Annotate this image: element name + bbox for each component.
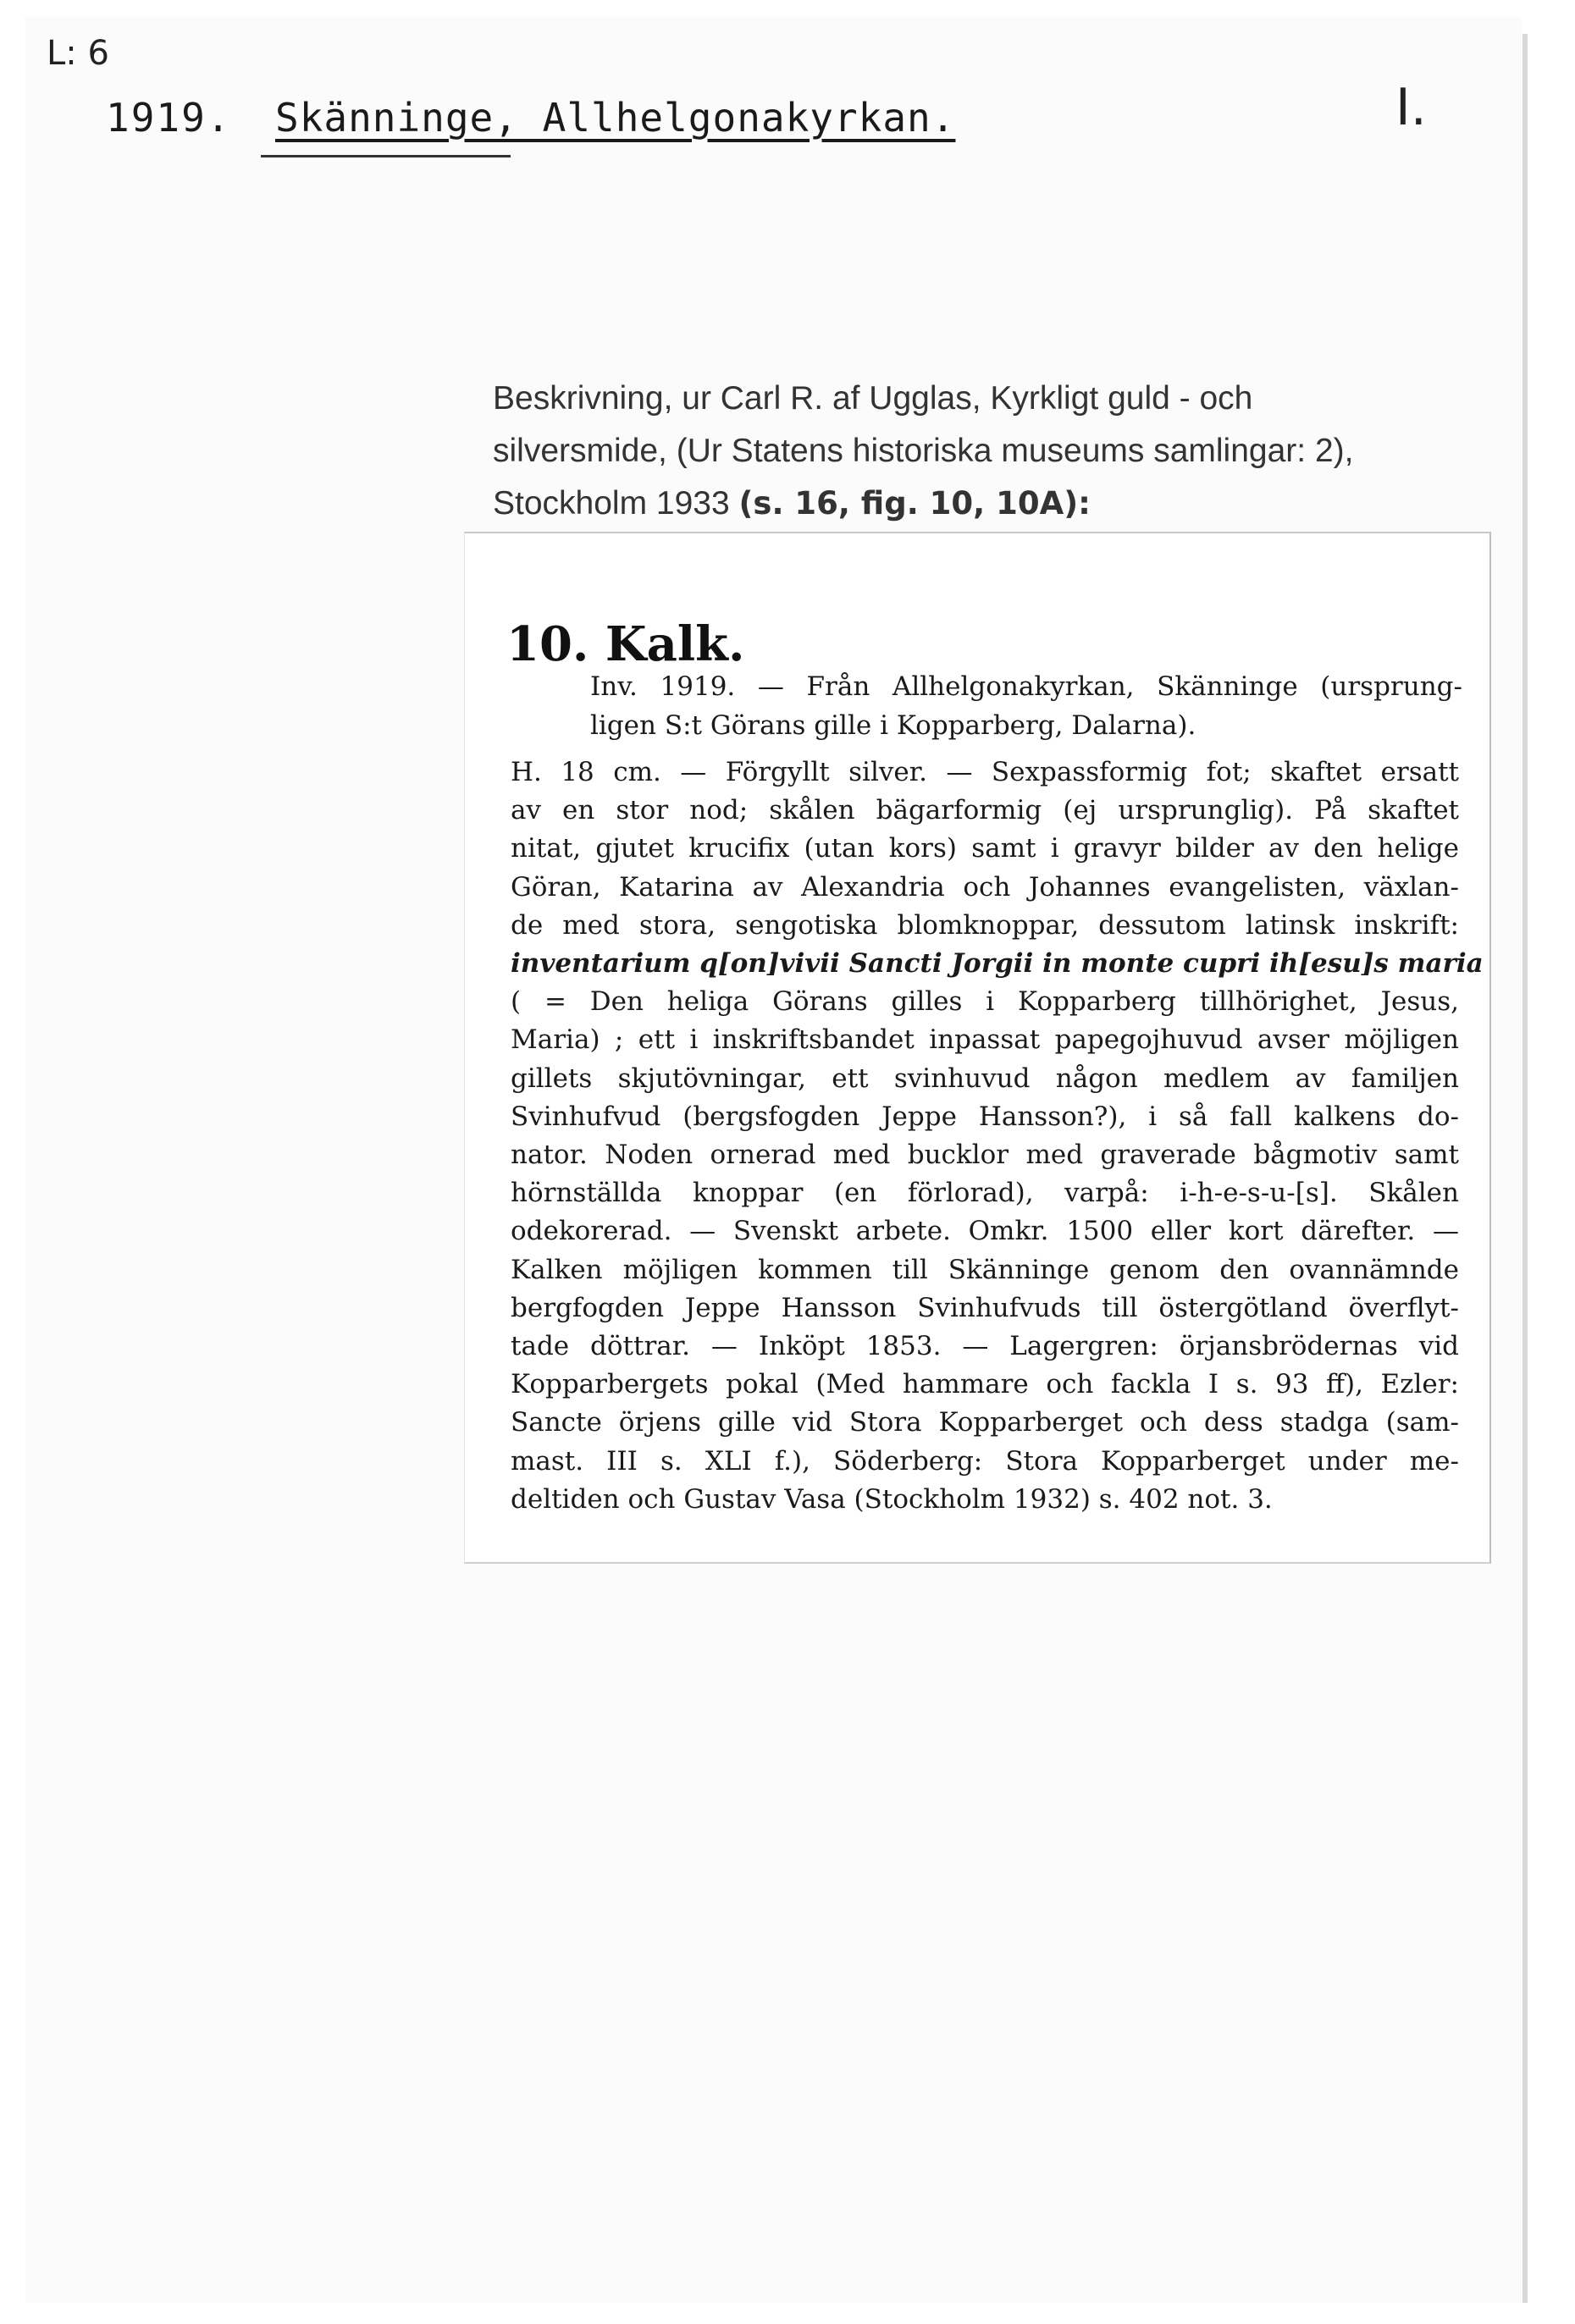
handwritten-reference: L: 6 [47,34,109,73]
body-line: bergfogden Jeppe Hansson Svinhufvuds till östergötland överflyt- [511,1292,1459,1323]
body-line: de med stora, sengotiska blomknoppar, dessutom latinsk inskrift: [511,909,1459,941]
card-edge [1522,34,1528,2303]
body-line: ( = Den heliga Görans gilles i Kopparberg tillhörighet, Jesus, [511,986,1459,1018]
body-line: H. 18 cm. — Förgyllt silver. — Sexpassformig fot; skaftet ersatt [511,757,1459,787]
source-citation [493,373,1458,530]
body-line: gillets skjutövningar, ett svinhuvud någon medlem av familjen [511,1063,1459,1094]
source-line-2: silversmide, (Ur Statens historiska museums samlingar: 2), [493,433,1354,469]
inventory-line-1: Inv. 1919. — Från Allhelgonakyrkan, Skänninge (ursprung- [590,671,1462,702]
body-line: Göran, Katarina av Alexandria och Johannes evangelisten, växlan- [511,871,1459,903]
body-line: Sancte örjens gille vid Stora Kopparberget och dess stadga (sam- [511,1407,1459,1438]
body-line: tade döttrar. — Inköpt 1853. — Lagergren: örjansbrödernas vid [511,1331,1459,1362]
body-line: Maria) ; ett i inskriftsbandet inpassat papegojhuvud avser möjligen [511,1024,1459,1056]
inventory-line-2: ligen S:t Görans gille i Kopparberg, Dalarna). [590,710,1196,741]
body-line: deltiden och Gustav Vasa (Stockholm 1932) s. 402 not. 3. [511,1483,1273,1515]
body-line: Kalken möjligen kommen till Skänninge genom den ovannämnde [511,1254,1459,1285]
source-line-1: Beskrivning, ur Carl R. af Ugglas, Kyrkligt guld - och [493,380,1253,417]
entry-title: 10. Kalk. [506,616,745,672]
card-title: Skänninge, Allhelgonakyrkan. [275,95,956,141]
handwritten-page-ref: (s. 16, fig. 10, 10A): [738,485,1091,522]
body-line: hörnställda knoppar (en förlorad), varpå: i-h-e-s-u-[s]. Skålen [511,1178,1459,1209]
latin-inscription: inventarium q[on]vivii Sancti Jorgii in monte cupri ih[esu]s maria [511,948,1484,980]
body-line: Svinhufvud (bergsfogden Jeppe Hansson?), i så fall kalkens do- [511,1101,1459,1132]
body-line: nitat, gjutet krucifix (utan kors) samt i gravyr bilder av den helige [511,833,1459,864]
header-rule [261,155,511,157]
source-place-year: Stockholm 1933 [493,485,730,522]
body-line: odekorerad. — Svenskt arbete. Omkr. 1500 eller kort därefter. — [511,1216,1459,1247]
source-line-3 [493,477,1458,530]
body-line: nator. Noden ornerad med bucklor med graverade bågmotiv samt [511,1140,1459,1171]
card-year: 1919. [106,95,232,141]
body-line: av en stor nod; skålen bägarformig (ej ursprunglig). På skaftet [511,795,1459,826]
inventory-line [590,667,1462,745]
body-line: Kopparbergets pokal (Med hammare och fackla I s. 93 ff), Ezler: [511,1369,1459,1400]
entry-description [511,754,1484,1519]
handwritten-mark: I. [1395,78,1427,137]
body-line: mast. III s. XLI f.), Söderberg: Stora Kopparberget under me- [511,1445,1459,1477]
